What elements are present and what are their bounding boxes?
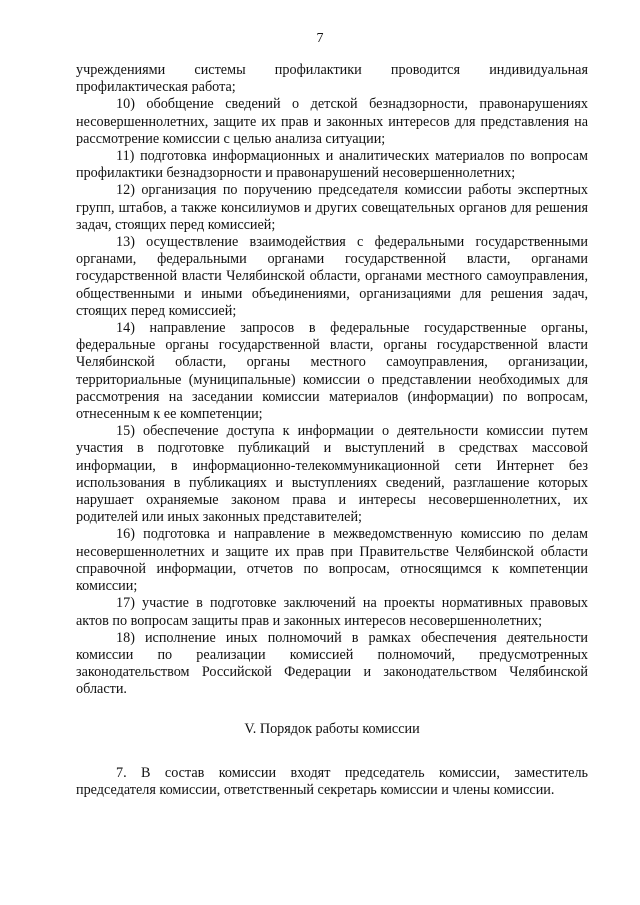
paragraph-item-13: 13) осуществление взаимодействия с федеральными государственными органами, федеральными органами государственной власти, органами государственной власти Челябинской области, органами местного самоуправления, общественными и иными объединениями, организациями для решения задач, стоящих перед комиссией; [76,234,588,319]
document-body [76,62,588,799]
paragraph-item-17: 17) участие в подготовке заключений на проекты нормативных правовых актов по вопросам защиты прав и законных интересов несовершеннолетних; [76,595,588,629]
section-title: V. Порядок работы комиссии [244,720,420,737]
paragraph-item-18: 18) исполнение иных полномочий в рамках обеспечения деятельности комиссии по реализации комиссией полномочий, предусмотренных законодательством Российской Федерации и законодательством Челябинской области. [76,629,588,698]
paragraph-item-16: 16) подготовка и направление в межведомственную комиссию по делам несовершеннолетних и защите их прав при Правительстве Челябинской области справочной информации, отчетов по вопросам, относящимся к компетенции комиссии; [76,526,588,595]
paragraph-item-10: 10) обобщение сведений о детской безнадзорности, правонарушениях несовершеннолетних, защите их прав и законных интересов для представления на рассмотрение комиссии с целью анализа ситуации; [76,96,588,147]
page-number: 7 [316,31,324,46]
paragraph-item-12: 12) организация по поручению председателя комиссии работы экспертных групп, штабов, а также консилиумов и других совещательных органов для решения задач, стоящих перед комиссией; [76,182,588,233]
paragraph-item-15: 15) обеспечение доступа к информации о деятельности комиссии путем участия в подготовке публикаций и выступлений в средствах массовой информации, в информационно-телекоммуникационной сети Интернет без использования в публикациях и выступлениях сведений, разглашение которых нарушает охраняемые законом права и интересы несовершеннолетних, их родителей или иных законных представителей; [76,423,588,526]
paragraph-section-7: 7. В состав комиссии входят председатель комиссии, заместитель председателя комиссии, ответственный секретарь комиссии и члены комиссии. [76,764,588,798]
paragraph-item-11: 11) подготовка информационных и аналитических материалов по вопросам профилактики безнадзорности и правонарушений несовершеннолетних; [76,148,588,182]
paragraph-continuation: учреждениями системы профилактики проводится индивидуальная профилактическая работа; [76,62,588,96]
paragraph-item-14: 14) направление запросов в федеральные государственные органы, федеральные органы государственной власти, органы государственной власти Челябинской области, органы местного самоуправления, организации, территориальные (муниципальные) комиссии о представлении необходимых для рассмотрения на заседании комиссии материалов (информации) по вопросам, отнесенным к ее компетенции; [76,320,588,423]
